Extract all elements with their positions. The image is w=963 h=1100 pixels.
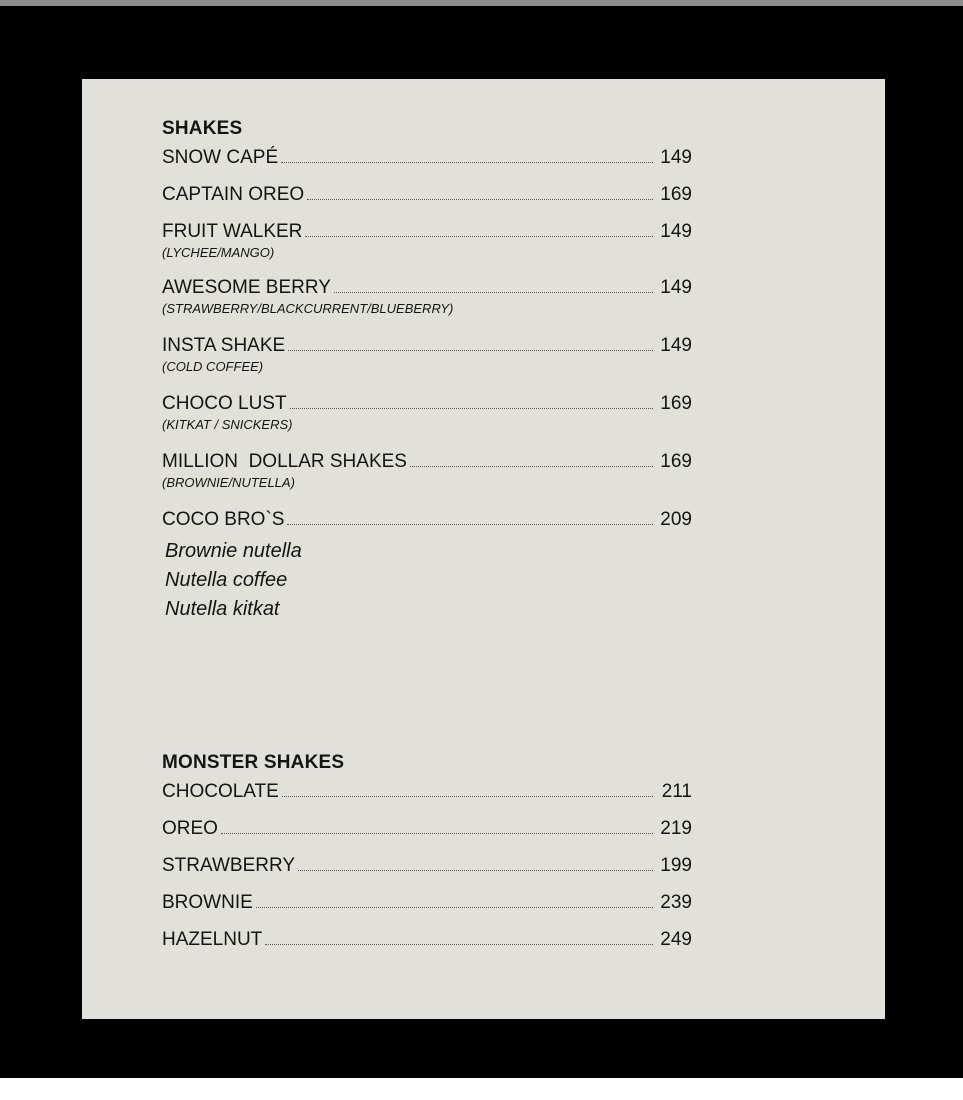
dot-leader (282, 795, 653, 797)
item-price: 199 (660, 855, 692, 876)
item-price: 149 (660, 221, 692, 242)
coco-bros-variants (165, 537, 692, 624)
section-title-monster-shakes: MONSTER SHAKES (162, 752, 345, 773)
menu-item-hazelnut (162, 925, 692, 951)
item-flavors: (LYCHEE/MANGO) (162, 245, 275, 260)
dot-leader (305, 235, 653, 237)
item-price: 249 (660, 929, 692, 950)
dot-leader (298, 869, 653, 871)
item-name: CHOCO LUST (162, 393, 287, 414)
item-name: MILLION DOLLAR SHAKES (162, 451, 407, 472)
monster-shakes-section (162, 749, 692, 962)
dot-leader (334, 291, 653, 293)
section-title-shakes: SHAKES (162, 118, 243, 139)
black-frame (0, 6, 963, 1078)
item-price: 169 (660, 393, 692, 414)
item-name: BROWNIE (162, 892, 253, 913)
variant-nutella-kitkat: Nutella kitkat (165, 598, 280, 620)
item-name: INSTA SHAKE (162, 335, 286, 356)
item-price: 239 (660, 892, 692, 913)
item-price: 149 (660, 335, 692, 356)
menu-item-strawberry (162, 851, 692, 877)
dot-leader (288, 349, 653, 351)
menu-item-insta-shake (162, 331, 692, 376)
menu-item-awesome-berry (162, 273, 692, 318)
item-flavors: (STRAWBERRY/BLACKCURRENT/BLUEBERRY) (162, 301, 454, 316)
item-name: COCO BRO`S (162, 509, 285, 530)
item-price: 211 (661, 781, 692, 802)
shakes-section (162, 115, 692, 635)
dot-leader (256, 906, 653, 908)
dot-leader (221, 832, 653, 834)
item-name: STRAWBERRY (162, 855, 296, 876)
dot-leader (287, 523, 653, 525)
dot-leader (307, 198, 653, 200)
menu-item-million-dollar-shakes (162, 447, 692, 492)
item-name: CAPTAIN OREO (162, 184, 305, 205)
menu-item-chocolate (162, 777, 692, 803)
variant-brownie-nutella: Brownie nutella (165, 540, 302, 562)
dot-leader (281, 161, 653, 163)
item-flavors: (KITKAT / SNICKERS) (162, 417, 293, 432)
item-name: HAZELNUT (162, 929, 263, 950)
item-flavors: (COLD COFFEE) (162, 359, 264, 374)
menu-item-brownie (162, 888, 692, 914)
menu-item-choco-lust (162, 389, 692, 434)
item-price: 169 (660, 451, 692, 472)
item-name: AWESOME BERRY (162, 277, 331, 298)
menu-page (82, 79, 885, 1019)
item-price: 219 (660, 818, 692, 839)
dot-leader (410, 465, 653, 467)
item-price: 209 (660, 509, 692, 530)
item-price: 149 (660, 147, 692, 168)
variant-nutella-coffee: Nutella coffee (165, 569, 288, 591)
menu-item-coco-bros (162, 505, 692, 624)
menu-item-fruit-walker (162, 217, 692, 262)
dot-leader (265, 943, 653, 945)
item-name: OREO (162, 818, 218, 839)
item-flavors: (BROWNIE/NUTELLA) (162, 475, 295, 490)
item-price: 169 (660, 184, 692, 205)
item-price: 149 (660, 277, 692, 298)
menu-item-captain-oreo (162, 180, 692, 206)
item-name: CHOCOLATE (162, 781, 279, 802)
menu-item-oreo (162, 814, 692, 840)
dot-leader (290, 407, 653, 409)
item-name: FRUIT WALKER (162, 221, 303, 242)
menu-item-snow-cape (162, 143, 692, 169)
item-name: SNOW CAPÉ (162, 147, 279, 168)
